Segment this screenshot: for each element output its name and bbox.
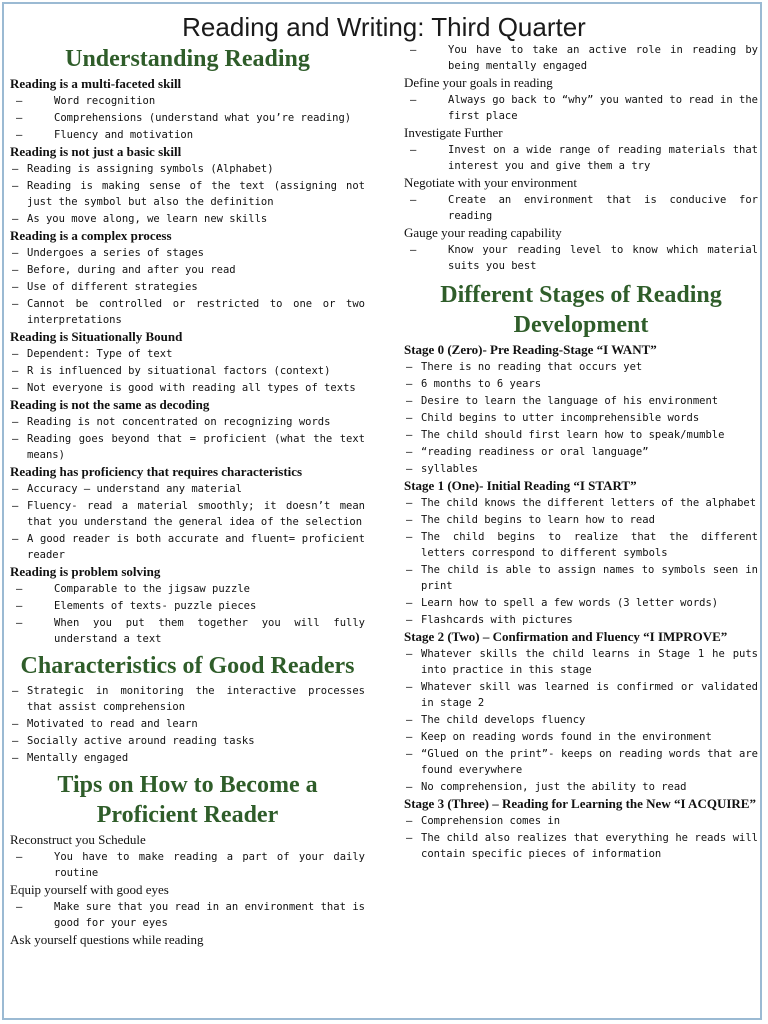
- list-item: – The child begins to realize that the different letters correspond to different symbols: [404, 529, 758, 561]
- subsection-title: Stage 0 (Zero)- Pre Reading-Stage “I WANT”: [404, 342, 657, 357]
- list-item: – As you move along, we learn new skills: [10, 211, 365, 227]
- list-item: – 6 months to 6 years: [404, 376, 758, 392]
- section-heading-stages: Different Stages of Reading Development: [440, 282, 722, 338]
- subsection-title: Gauge your reading capability: [404, 225, 562, 240]
- subsection: [10, 564, 365, 647]
- bullet-list: [404, 92, 758, 124]
- list-item: – When you put them together you will fully understand a text: [10, 615, 365, 647]
- list-item: – Desire to learn the language of his environment: [404, 393, 758, 409]
- subsection: [10, 76, 365, 143]
- subsection: [404, 796, 758, 862]
- characteristics-list: [10, 683, 365, 766]
- list-item: – Comparable to the jigsaw puzzle: [10, 581, 365, 597]
- list-item: – Reading is assigning symbols (Alphabet): [10, 161, 365, 177]
- list-item: – “Glued on the print”- keeps on reading words that are found everywhere: [404, 746, 758, 778]
- bullet-list: [404, 813, 758, 862]
- list-item: – A good reader is both accurate and fluent= proficient reader: [10, 531, 365, 563]
- bullet-list: [10, 93, 365, 143]
- bullet-list: [404, 359, 758, 477]
- subsection: [10, 144, 365, 227]
- list-item: – Undergoes a series of stages: [10, 245, 365, 261]
- list-item: – Mentally engaged: [10, 750, 365, 766]
- list-item: – The child is able to assign names to symbols seen in print: [404, 562, 758, 594]
- subsection: [10, 882, 365, 931]
- subsection-title: Stage 2 (Two) – Confirmation and Fluency “I IMPROVE”: [404, 629, 728, 644]
- subsection-title: Equip yourself with good eyes: [10, 882, 169, 897]
- subsection-title: Reading is a complex process: [10, 228, 172, 243]
- list-item: – Whatever skills the child learns in Stage 1 he puts into practice in this stage: [404, 646, 758, 678]
- subsection: [404, 225, 758, 274]
- list-item: – Socially active around reading tasks: [10, 733, 365, 749]
- page-title: Reading and Writing: Third Quarter: [182, 12, 586, 42]
- bullet-list: [10, 346, 365, 396]
- right-column: [404, 42, 758, 863]
- subsection-title: Ask yourself questions while reading: [10, 932, 204, 947]
- list-item: – Strategic in monitoring the interactive processes that assist comprehension: [10, 683, 365, 715]
- bullet-list: [10, 481, 365, 563]
- subsection: [404, 125, 758, 174]
- list-item: – Elements of texts- puzzle pieces: [10, 598, 365, 614]
- subsection: [10, 329, 365, 396]
- list-item: – Whatever skill was learned is confirmed or validated in stage 2: [404, 679, 758, 711]
- tips-continued-groups: [404, 42, 758, 274]
- list-item: – Cannot be controlled or restricted to one or two interpretations: [10, 296, 365, 328]
- subsection: [404, 478, 758, 628]
- subsection-title: Reading is not just a basic skill: [10, 144, 182, 159]
- list-item: – Before, during and after you read: [10, 262, 365, 278]
- list-item: – Flashcards with pictures: [404, 612, 758, 628]
- list-item: – Know your reading level to know which material suits you best: [404, 242, 758, 274]
- list-item: – Reading goes beyond that = proficient (what the text means): [10, 431, 365, 463]
- list-item: – Invest on a wide range of reading materials that interest you and give them a try: [404, 142, 758, 174]
- list-item: – Learn how to spell a few words (3 letter words): [404, 595, 758, 611]
- subsection-title: Reading is not the same as decoding: [10, 397, 210, 412]
- bullet-list: [404, 42, 758, 74]
- subsection-title: Reading is Situationally Bound: [10, 329, 183, 344]
- list-item: – Word recognition: [10, 93, 365, 109]
- list-item: – There is no reading that occurs yet: [404, 359, 758, 375]
- list-item: – The child also realizes that everything he reads will contain specific pieces of information: [404, 830, 758, 862]
- list-item: – Always go back to “why” you wanted to read in the first place: [404, 92, 758, 124]
- left-column: [10, 42, 365, 949]
- bullet-list: [10, 161, 365, 227]
- list-item: – The child begins to learn how to read: [404, 512, 758, 528]
- stages-groups: [404, 342, 758, 862]
- list-item: – Keep on reading words found in the environment: [404, 729, 758, 745]
- bullet-list: [404, 646, 758, 795]
- subsection-title: Reading has proficiency that requires characteristics: [10, 464, 303, 479]
- subsection-title: Reconstruct you Schedule: [10, 832, 146, 847]
- bullet-list: [10, 849, 365, 881]
- subsection: [10, 464, 365, 563]
- list-item: – “reading readiness or oral language”: [404, 444, 758, 460]
- bullet-list: [10, 414, 365, 463]
- list-item: – Reading is making sense of the text (assigning not just the symbol but also the definition: [10, 178, 365, 210]
- list-item: – No comprehension, just the ability to read: [404, 779, 758, 795]
- list-item: – Dependent: Type of text: [10, 346, 365, 362]
- list-item: – Motivated to read and learn: [10, 716, 365, 732]
- list-item: – You have to make reading a part of your daily routine: [10, 849, 365, 881]
- bullet-list: [404, 495, 758, 628]
- list-item: – The child should first learn how to speak/mumble: [404, 427, 758, 443]
- bullet-list: [404, 142, 758, 174]
- subsection: [10, 228, 365, 328]
- list-item: – Not everyone is good with reading all types of texts: [10, 380, 365, 396]
- subsection: [404, 175, 758, 224]
- bullet-list: [404, 242, 758, 274]
- subsection: [10, 397, 365, 463]
- section-heading-understanding: Understanding Reading: [65, 46, 310, 72]
- list-item: – Comprehensions (understand what you’re reading): [10, 110, 365, 126]
- list-item: – Fluency and motivation: [10, 127, 365, 143]
- bullet-list: [10, 581, 365, 647]
- subsection: [10, 932, 365, 948]
- tips-groups: [10, 832, 365, 948]
- list-item: – Accuracy – understand any material: [10, 481, 365, 497]
- bullet-list: [404, 192, 758, 224]
- list-item: – Make sure that you read in an environment that is good for your eyes: [10, 899, 365, 931]
- subsection-title: Reading is problem solving: [10, 564, 161, 579]
- section-heading-characteristics: Characteristics of Good Readers: [20, 653, 355, 679]
- list-item: – Use of different strategies: [10, 279, 365, 295]
- subsection: [10, 832, 365, 881]
- subsection-title: Negotiate with your environment: [404, 175, 577, 190]
- list-item: – Reading is not concentrated on recognizing words: [10, 414, 365, 430]
- list-item: – Child begins to utter incomprehensible words: [404, 410, 758, 426]
- list-item: – Comprehension comes in: [404, 813, 758, 829]
- bullet-list: [10, 245, 365, 328]
- section-heading-tips: Tips on How to Become a Proficient Reader: [57, 772, 318, 828]
- list-item: – The child knows the different letters of the alphabet: [404, 495, 758, 511]
- understanding-groups: [10, 76, 365, 647]
- subsection-title: Stage 1 (One)- Initial Reading “I START”: [404, 478, 637, 493]
- bullet-list: [10, 899, 365, 931]
- subsection-title: Define your goals in reading: [404, 75, 553, 90]
- list-item: – syllables: [404, 461, 758, 477]
- subsection-title: Stage 3 (Three) – Reading for Learning the New “I ACQUIRE”: [404, 796, 756, 811]
- subsection: [404, 42, 758, 74]
- subsection: [404, 342, 758, 477]
- list-item: – You have to take an active role in reading by being mentally engaged: [404, 42, 758, 74]
- subsection: [404, 629, 758, 795]
- list-item: – R is influenced by situational factors (context): [10, 363, 365, 379]
- subsection-title: Reading is a multi-faceted skill: [10, 76, 182, 91]
- subsection-title: Investigate Further: [404, 125, 503, 140]
- list-item: – Create an environment that is conducive for reading: [404, 192, 758, 224]
- subsection: [404, 75, 758, 124]
- list-item: – The child develops fluency: [404, 712, 758, 728]
- list-item: – Fluency- read a material smoothly; it doesn’t mean that you understand the general idea of the selection: [10, 498, 365, 530]
